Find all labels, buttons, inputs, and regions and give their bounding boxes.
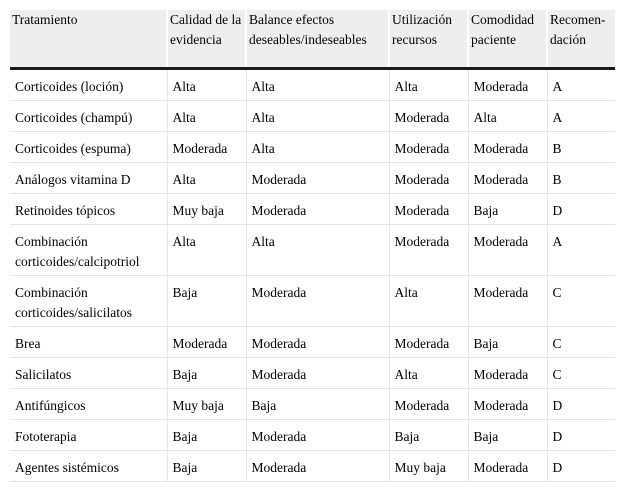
cell-recomendacion: C bbox=[547, 358, 615, 389]
cell-calidad: Alta bbox=[167, 101, 246, 132]
cell-calidad: Baja bbox=[167, 420, 246, 451]
table-row bbox=[10, 276, 615, 327]
header-comodidad-paciente: Comodidad paciente bbox=[468, 10, 547, 69]
table-row bbox=[10, 225, 615, 276]
cell-comodidad: Moderada bbox=[468, 163, 547, 194]
cell-comodidad: Moderada bbox=[468, 389, 547, 420]
table-row bbox=[10, 358, 615, 389]
cell-recomendacion: B bbox=[547, 163, 615, 194]
cell-tratamiento: Retinoides tópicos bbox=[10, 194, 167, 225]
cell-tratamiento: Corticoides (espuma) bbox=[10, 132, 167, 163]
cell-recursos: Alta bbox=[389, 69, 468, 101]
cell-calidad: Muy baja bbox=[167, 194, 246, 225]
table-row bbox=[10, 327, 615, 358]
cell-comodidad: Baja bbox=[468, 420, 547, 451]
table-header bbox=[10, 10, 615, 69]
cell-balance: Moderada bbox=[246, 451, 389, 482]
cell-recomendacion: A bbox=[547, 69, 615, 101]
cell-recursos: Moderada bbox=[389, 389, 468, 420]
header-row bbox=[10, 10, 615, 69]
cell-recomendacion: C bbox=[547, 276, 615, 327]
cell-tratamiento: Brea bbox=[10, 327, 167, 358]
cell-tratamiento: Corticoides (loción) bbox=[15, 79, 124, 94]
cell-comodidad: Baja bbox=[468, 194, 547, 225]
cell-calidad: Moderada bbox=[167, 327, 246, 358]
header-recomendacion: Recomen-dación bbox=[547, 10, 615, 69]
cell-calidad: Moderada bbox=[167, 132, 246, 163]
cell-tratamiento: Combinación corticoides/salicilatos bbox=[10, 276, 167, 327]
cell-recomendacion: D bbox=[547, 389, 615, 420]
cell-tratamiento: Fototerapia bbox=[10, 420, 167, 451]
cell-recomendacion: D bbox=[547, 194, 615, 225]
cell-calidad: Muy baja bbox=[167, 389, 246, 420]
cell-calidad: Baja bbox=[167, 276, 246, 327]
cell-tratamiento: Análogos vitamina D bbox=[10, 163, 167, 194]
cell-recomendacion: D bbox=[547, 451, 615, 482]
table-row bbox=[10, 420, 615, 451]
cell-recomendacion: D bbox=[547, 420, 615, 451]
cell-calidad: Baja bbox=[167, 451, 246, 482]
cell-balance: Alta bbox=[246, 69, 389, 101]
cell-recomendacion: B bbox=[547, 132, 615, 163]
cell-comodidad: Baja bbox=[468, 327, 547, 358]
recommendation-table-container bbox=[10, 10, 615, 482]
table-row bbox=[10, 101, 615, 132]
header-utilizacion-recursos: Utilización recursos bbox=[389, 10, 468, 69]
cell-recomendacion: C bbox=[547, 327, 615, 358]
cell-recursos: Moderada bbox=[389, 194, 468, 225]
cell-balance: Moderada bbox=[246, 276, 389, 327]
cell-recursos: Moderada bbox=[389, 225, 468, 276]
cell-calidad: Baja bbox=[167, 358, 246, 389]
cell-comodidad: Moderada bbox=[468, 132, 547, 163]
cell-recursos: Moderada bbox=[389, 327, 468, 358]
cell-recomendacion: A bbox=[547, 101, 615, 132]
cell-recursos: Alta bbox=[389, 358, 468, 389]
cell-tratamiento: Combinación corticoides/calcipotriol bbox=[10, 225, 167, 276]
cell-tratamiento: Antifúngicos bbox=[10, 389, 167, 420]
cell-balance: Baja bbox=[246, 389, 389, 420]
cell-recomendacion: A bbox=[547, 225, 615, 276]
table-body bbox=[10, 69, 615, 482]
table-row bbox=[10, 451, 615, 482]
table-row bbox=[10, 194, 615, 225]
table-row bbox=[10, 163, 615, 194]
cell-balance: Moderada bbox=[246, 163, 389, 194]
cell-recursos: Moderada bbox=[389, 163, 468, 194]
table-row bbox=[10, 69, 615, 101]
cell-balance: Moderada bbox=[246, 194, 389, 225]
cell-comodidad: Alta bbox=[468, 101, 547, 132]
recommendation-table bbox=[10, 10, 615, 482]
cell-comodidad: Moderada bbox=[468, 225, 547, 276]
table-row bbox=[10, 132, 615, 163]
header-calidad-evidencia: Calidad de la evidencia bbox=[167, 10, 246, 69]
cell-balance: Moderada bbox=[246, 358, 389, 389]
cell-comodidad: Moderada bbox=[468, 276, 547, 327]
cell-tratamiento: Agentes sistémicos bbox=[10, 451, 167, 482]
table-row bbox=[10, 389, 615, 420]
cell-balance: Alta bbox=[246, 101, 389, 132]
header-tratamiento: Tratamiento bbox=[10, 10, 167, 69]
cell-comodidad: Moderada bbox=[468, 69, 547, 101]
cell-balance: Moderada bbox=[246, 327, 389, 358]
cell-comodidad: Moderada bbox=[468, 358, 547, 389]
cell-recursos: Alta bbox=[389, 276, 468, 327]
cell-tratamiento: Corticoides (champú) bbox=[10, 101, 167, 132]
cell-balance: Alta bbox=[246, 225, 389, 276]
cell-tratamiento: Salicilatos bbox=[10, 358, 167, 389]
cell-recursos: Baja bbox=[389, 420, 468, 451]
cell-comodidad: Moderada bbox=[468, 451, 547, 482]
cell-recursos: Moderada bbox=[389, 101, 468, 132]
cell-calidad: Alta bbox=[167, 163, 246, 194]
header-balance-efectos: Balance efectos deseables/indeseables bbox=[246, 10, 389, 69]
cell-calidad: Alta bbox=[167, 225, 246, 276]
cell-balance: Alta bbox=[246, 132, 389, 163]
cell-calidad: Alta bbox=[167, 69, 246, 101]
cell-balance: Moderada bbox=[246, 420, 389, 451]
cell-recursos: Muy baja bbox=[389, 451, 468, 482]
cell-recursos: Moderada bbox=[389, 132, 468, 163]
